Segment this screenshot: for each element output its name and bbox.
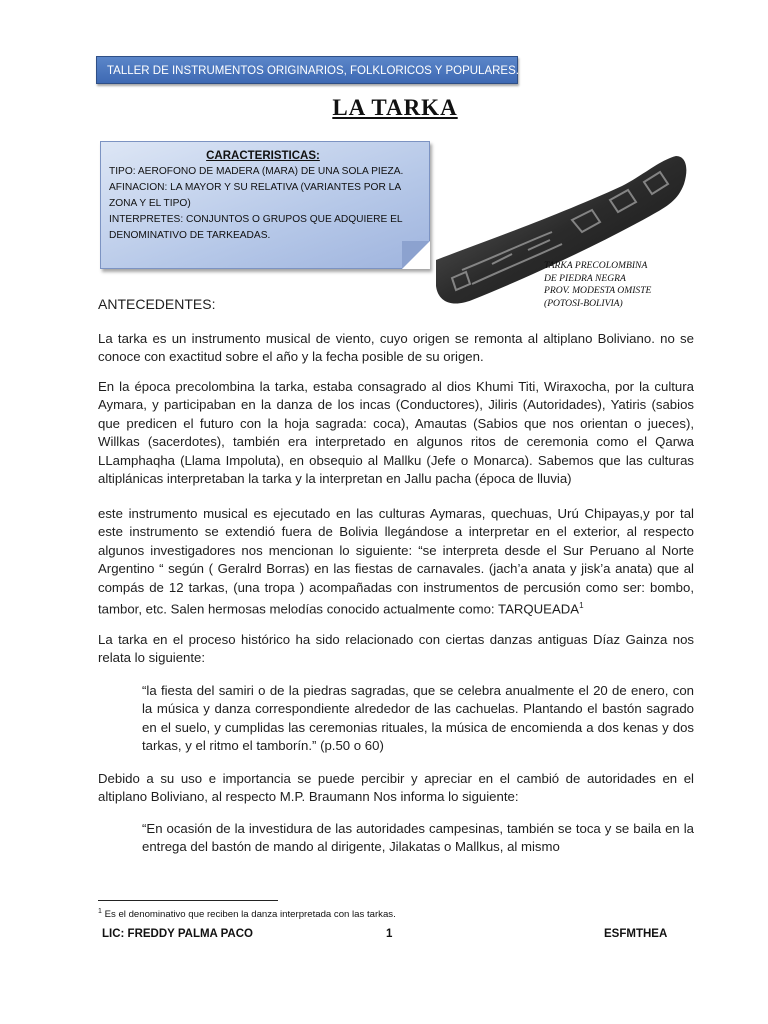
footnote-number: 1 [98, 908, 102, 915]
page-title-wrapper [0, 95, 768, 121]
footer-page-number: 1 [386, 928, 393, 940]
characteristics-heading: CARACTERISTICAS: [206, 150, 320, 162]
paragraph-precolumbian: En la época precolombina la tarka, estaba consagrado al dios Khumi Titi, Wiraxocha, por la cultura Aymara, y participaban en la danza de los incas (Conductores), Jiliris (Autoridades), Yatiris (sabios que predicen el futuro con la hoja sagrada: coca), Amautas (Sabios que nos orientan o jueces), Willkas (sacerdotes), también era interpretado en algunos ritos de ceremonia como el Qarwa LLamphaqha (Llama Impoluta), en obsequio al Mallku (Jefe o Monarca). Sabemos que las culturas altiplánicas interpretaban la tarka y la interpretan en Jallu pacha (época de lluvia) [98, 379, 694, 487]
footnote [98, 908, 396, 920]
page-title: LA TARKA [332, 95, 458, 120]
footer-institution: ESFMTHEA [604, 928, 668, 940]
characteristic-tuning: AFINACION: LA MAYOR Y SU RELATIVA (VARIANTES POR LA ZONA Y EL TIPO) [109, 182, 401, 209]
paragraph-origin: La tarka es un instrumento musical de viento, cuyo origen se remonta al altiplano Boliviano. no se conoce con exactitud sobre el año y la fecha posible de su origen. [98, 331, 694, 365]
workshop-banner: TALLER DE INSTRUMENTOS ORIGINARIOS, FOLKLORICOS Y POPULARES. [96, 56, 518, 84]
footnote-mark: 1 [579, 601, 584, 611]
paragraph-dances: La tarka en el proceso histórico ha sido relacionado con ciertas danzas antiguas Díaz Gainza nos relata lo siguiente: [98, 632, 694, 666]
characteristic-performers: INTERPRETES: CONJUNTOS O GRUPOS QUE ADQUIERE EL DENOMINATIVO DE TARKEADAS. [109, 214, 403, 241]
footnote-text: Es el denominativo que reciben la danza interpretada con las tarkas. [104, 909, 396, 921]
footer-author: LIC: FREDDY PALMA PACO [102, 928, 253, 940]
photo-caption: TARKA PRECOLOMBINA DE PIEDRA NEGRA PROV. MODESTA OMISTE (POTOSI-BOLIVIA) [544, 260, 652, 309]
quote-investiture: “En ocasión de la investidura de las autoridades campesinas, también se toca y se baila en la entrega del bastón de mando al dirigente, Jilakatas o Mallkus, al mismo [142, 821, 694, 855]
paragraph-authorities: Debido a su uso e importancia se puede percibir y apreciar en el cambió de autoridades en el altiplano Boliviano, al respecto M.P. Braumann Nos informa lo siguiente: [98, 771, 694, 805]
antecedentes-heading: ANTECEDENTES: [98, 296, 216, 312]
characteristics-box [100, 141, 430, 269]
footnote-divider [98, 900, 278, 901]
paragraph-cultures [98, 505, 694, 619]
quote-samiri: “la fiesta del samiri o de la piedras sagradas, que se celebra anualmente el 20 de enero, con la música y danza correspondiente alrededor de las cachuelas. Plantando el bastón sagrado en el suelo, y cumplidas las ceremonias rituales, la música de encomienda a dos kenas y dos tarkas, y el ritmo el tamborín.” (p.50 o 60) [142, 683, 694, 754]
page-curl-corner [402, 241, 430, 269]
paragraph-cultures-text: este instrumento musical es ejecutado en las culturas Aymaras, quechuas, Urú Chipayas,y por tal este instrumento se extendió fuera de Bolivia llegándose a interpretar en el exterior, al respecto algunos investigadores nos mencionan lo siguiente: “se interpreta desde el Sur Peruano al Norte Argentino “ según ( Geralrd Borras) en las fiestas de carnavales. (jach’a anata y jisk’a anata) que al compás de 12 tarkas, (una tropa ) acompañadas con instrumentos de percusión como ser: bombo, tambor, etc. Salen hermosas melodías conocido actualmente como: TARQUEADA [98, 506, 694, 617]
characteristic-type: TIPO: AEROFONO DE MADERA (MARA) DE UNA SOLA PIEZA. [109, 166, 404, 177]
